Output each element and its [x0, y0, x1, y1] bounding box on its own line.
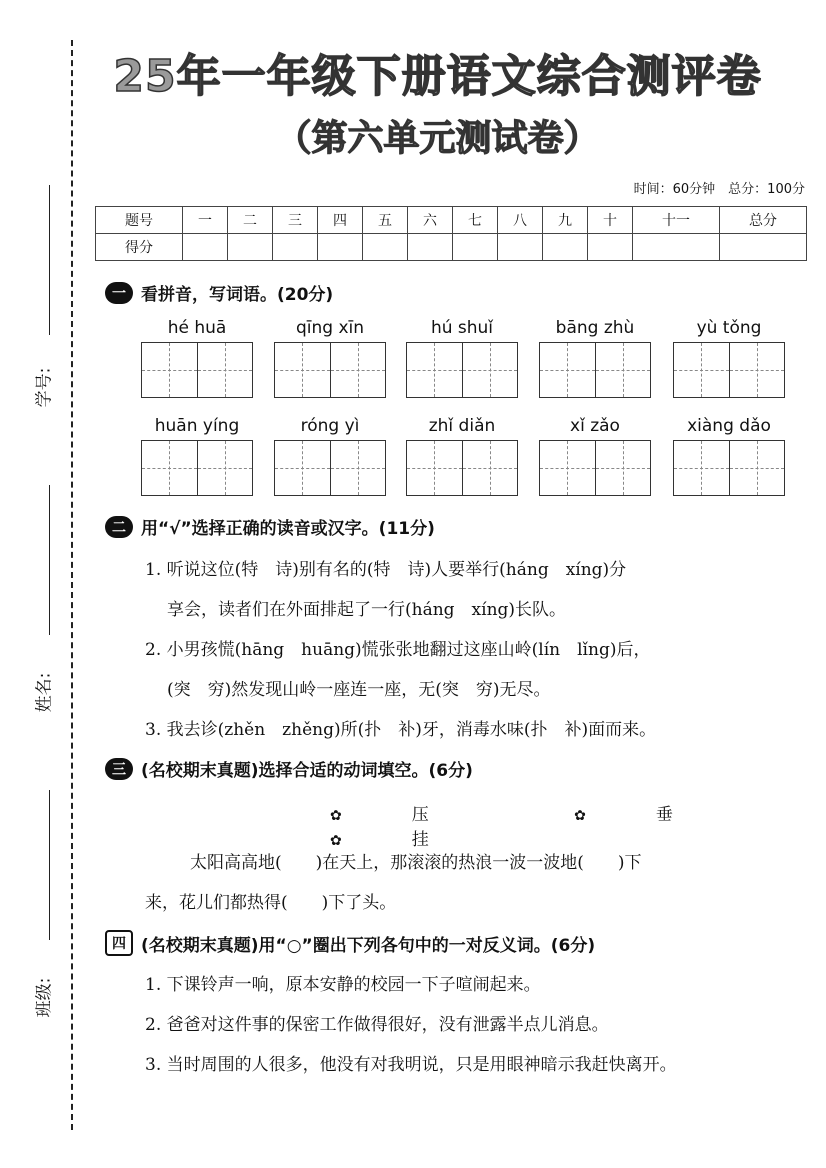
pinyin-label: róng yì — [300, 416, 360, 436]
class-line — [49, 790, 50, 940]
verb-option: ✿ 压 — [330, 805, 429, 825]
pinyin-label: hé huā — [167, 318, 227, 338]
question-line: 1. 下课铃声一响，原本安静的校园一下子喧闹起来。 — [145, 975, 541, 995]
page-subtitle: （第六单元测试卷） — [275, 118, 600, 159]
writing-grid[interactable] — [539, 440, 651, 496]
question-line: 2. 小男孩慌(hāng huāng)慌张张地翻过这座山岭(lín lǐng)后， — [145, 640, 651, 660]
writing-grid[interactable] — [406, 342, 518, 398]
writing-grid[interactable] — [406, 440, 518, 496]
section4-heading-text: (名校期末真题)用“○”圈出下列各句中的一对反义词。(6分) — [141, 935, 596, 956]
question-line: 享会，读者们在外面排起了一行(háng xíng)长队。 — [167, 600, 567, 620]
name-label: 姓名: — [34, 672, 55, 713]
writing-grid[interactable] — [141, 342, 253, 398]
section1-heading — [105, 280, 333, 305]
score-table-score-row — [96, 234, 807, 261]
question-line: 3. 当时周围的人很多，他没有对我明说，只是用眼神暗示我赶快离开。 — [145, 1055, 677, 1075]
col-header: 一 — [183, 207, 228, 234]
col-header: 四 — [318, 207, 363, 234]
writing-grid[interactable] — [274, 440, 386, 496]
class-label: 班级: — [34, 977, 55, 1018]
col-header: 八 — [498, 207, 543, 234]
question-line: (突 穷)然发现山岭一座连一座，无(突 穷)无尽。 — [167, 680, 551, 700]
score-cell[interactable] — [633, 234, 720, 261]
section4-badge: 四 — [105, 930, 133, 956]
section2-heading-text: 用“√”选择正确的读音或汉字。(11分) — [141, 519, 435, 539]
binding-dashed-line — [71, 40, 73, 1130]
writing-grid[interactable] — [539, 342, 651, 398]
question-line: 3. 我去诊(zhěn zhěng)所(扑 补)牙，消毒水味(扑 补)面而来。 — [145, 720, 657, 740]
student-id-line — [49, 185, 50, 335]
verb-option: ✿ 挂 — [330, 830, 429, 850]
score-cell[interactable] — [318, 234, 363, 261]
verb-options — [330, 800, 826, 850]
score-cell[interactable] — [498, 234, 543, 261]
section1-heading-text: 看拼音，写词语。(20分) — [141, 285, 334, 305]
score-cell[interactable] — [408, 234, 453, 261]
score-cell[interactable] — [183, 234, 228, 261]
pinyin-label: qīng xīn — [295, 318, 365, 338]
score-table — [95, 206, 807, 261]
col-header: 七 — [453, 207, 498, 234]
score-cell[interactable] — [720, 234, 807, 261]
col-header: 五 — [363, 207, 408, 234]
pinyin-label: hú shuǐ — [430, 318, 494, 338]
question-line: 2. 爸爸对这件事的保密工作做得很好，没有泄露半点儿消息。 — [145, 1015, 609, 1035]
col-header: 六 — [408, 207, 453, 234]
section3-badge: 三 — [105, 758, 133, 780]
question-line: 来，花儿们都热得( )下了头。 — [145, 893, 397, 913]
pinyin-label: zhǐ diǎn — [428, 416, 496, 436]
writing-grid[interactable] — [673, 342, 785, 398]
writing-grid[interactable] — [673, 440, 785, 496]
pinyin-label: yù tǒng — [696, 318, 762, 338]
verb-option: ✿ 垂 — [574, 805, 673, 825]
score-cell[interactable] — [453, 234, 498, 261]
col-header: 十 — [588, 207, 633, 234]
question-line: 1. 听说这位(特 诗)别有名的(特 诗)人要举行(háng xíng)分 — [145, 560, 627, 580]
section2-badge: 二 — [105, 516, 133, 538]
section4-heading — [105, 930, 595, 956]
pinyin-label: xǐ zǎo — [570, 416, 620, 436]
pinyin-label: xiàng dǎo — [687, 416, 771, 436]
col-header: 三 — [273, 207, 318, 234]
writing-grid[interactable] — [274, 342, 386, 398]
col-header: 总分 — [720, 207, 807, 234]
score-cell[interactable] — [228, 234, 273, 261]
row-label: 题号 — [96, 207, 183, 234]
pinyin-label: huān yíng — [154, 416, 240, 436]
pinyin-label: bāng zhù — [555, 318, 635, 338]
score-cell[interactable] — [273, 234, 318, 261]
writing-grid[interactable] — [141, 440, 253, 496]
section1-badge: 一 — [105, 282, 133, 304]
name-line — [49, 485, 50, 635]
question-line: 太阳高高地( )在天上，那滚滚的热浪一波一波地( )下 — [190, 853, 642, 873]
col-header: 十一 — [633, 207, 720, 234]
student-id-label: 学号: — [34, 367, 55, 408]
col-header: 二 — [228, 207, 273, 234]
page-title: 25年一年级下册语文综合测评卷 — [113, 51, 762, 102]
exam-meta: 时间：60分钟 总分：100分 — [633, 182, 805, 197]
col-header: 九 — [543, 207, 588, 234]
flower-icon: ✿ — [330, 808, 342, 824]
score-cell[interactable] — [543, 234, 588, 261]
score-cell[interactable] — [588, 234, 633, 261]
section3-heading-text: (名校期末真题)选择合适的动词填空。(6分) — [141, 761, 473, 781]
section2-heading — [105, 514, 435, 539]
flower-icon: ✿ — [574, 808, 586, 824]
score-cell[interactable] — [363, 234, 408, 261]
score-label: 得分 — [96, 234, 183, 261]
score-table-header-row — [96, 207, 807, 234]
flower-icon: ✿ — [330, 833, 342, 849]
section3-heading — [105, 756, 473, 781]
